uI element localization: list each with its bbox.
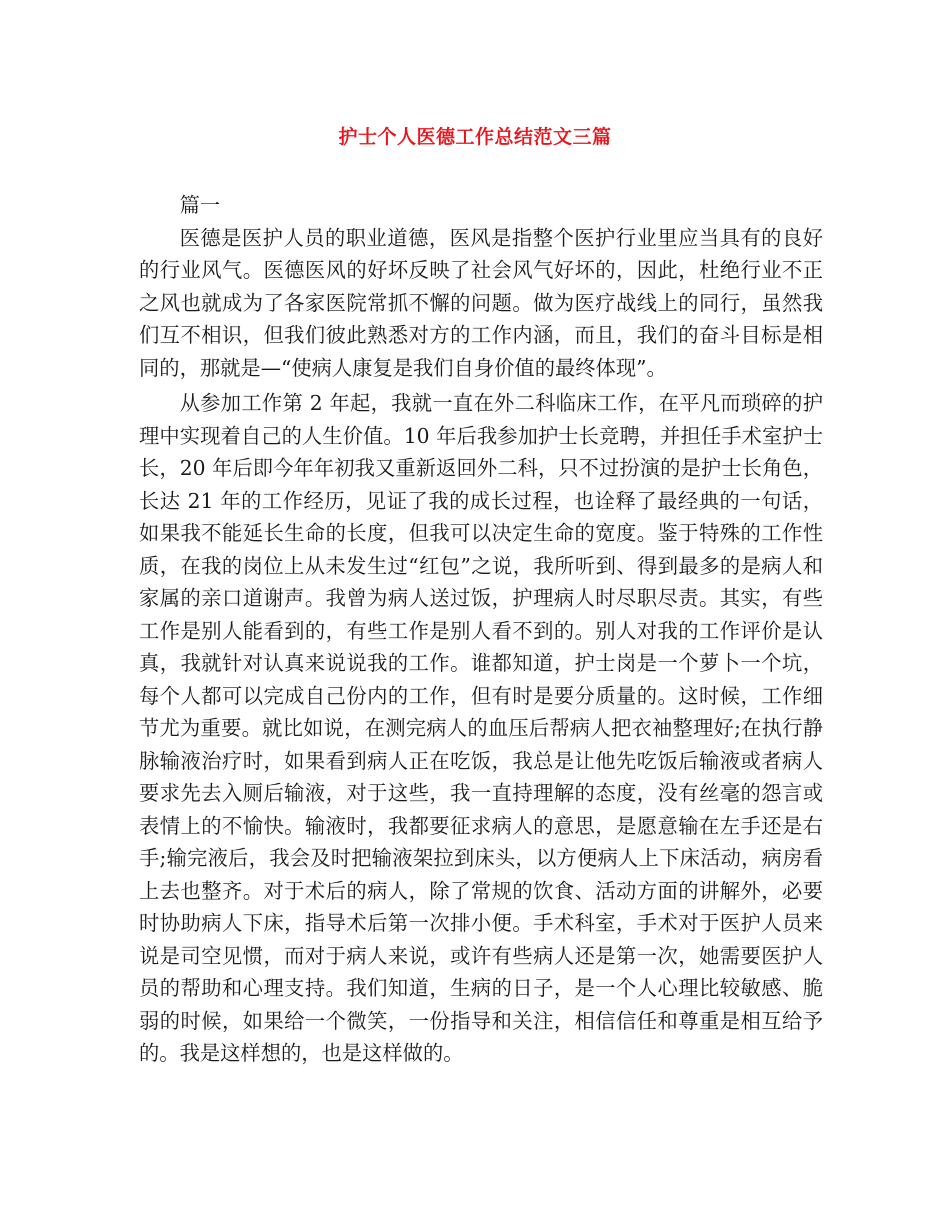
paragraph-1: 医德是医护人员的职业道德，医风是指整个医护行业里应当具有的良好的行业风气。医德医风的好坏反映了社会风气好坏的，因此，杜绝行业不正之风也就成为了各家医院常抓不懈的问题。做为医疗战线上的同行，虽然我们互不相识，但我们彼此熟悉对方的工作内涵，而且，我们的奋斗目标是相同的，那就是—“使病人康复是我们自身价值的最终体现”。 <box>139 225 823 380</box>
paragraph-2: 从参加工作第 2 年起，我就一直在外二科临床工作，在平凡而琐碎的护理中实现着自己的人生价值。10 年后我参加护士长竞聘，并担任手术室护士长，20 年后即今年年初我又重新返回外二科，只不过扮演的是护士长角色，长达 21 年的工作经历，见证了我的成长过程，也诠释了最经典的一句话，如果我不能延长生命的长度，但我可以决定生命的宽度。鉴于特殊的工作性质，在我的岗位上从未发生过“红包”之说，我所听到、得到最多的是病人和家属的亲口道谢声。我曾为病人送过饭，护理病人时尽职尽责。其实，有些工作是别人能看到的，有些工作是别人看不到的。别人对我的工作评价是认真，我就针对认真来说说我的工作。谁都知道，护士岗是一个萝卜一个坑，每个人都可以完成自己份内的工作，但有时是要分质量的。这时候，工作细节尤为重要。就比如说，在测完病人的血压后帮病人把衣袖整理好;在执行静脉输液治疗时，如果看到病人正在吃饭，我总是让他先吃饭后输液或者病人要求先去入厕后输液，对于这些，我一直持理解的态度，没有丝毫的怨言或表情上的不愉快。输液时，我都要征求病人的意思，是愿意输在左手还是右手;输完液后，我会及时把输液架拉到床头，以方便病人上下床活动，病房看上去也整齐。对于术后的病人，除了常规的饮食、活动方面的讲解外，必要时协助病人下床，指导术后第一次排小便。手术科室，手术对于医护人员来说是司空见惯，而对于病人来说，或许有些病人还是第一次，她需要医护人员的帮助和心理支持。我们知道，生病的日子，是一个人心理比较敏感、脆弱的时候，如果给一个微笑，一份指导和关注，相信信任和尊重是相互给予的。我是这样想的，也是这样做的。 <box>139 391 823 1065</box>
section-heading: 篇一 <box>179 193 221 217</box>
document-title: 护士个人医德工作总结范文三篇 <box>338 126 612 148</box>
document-body <box>139 189 823 1073</box>
